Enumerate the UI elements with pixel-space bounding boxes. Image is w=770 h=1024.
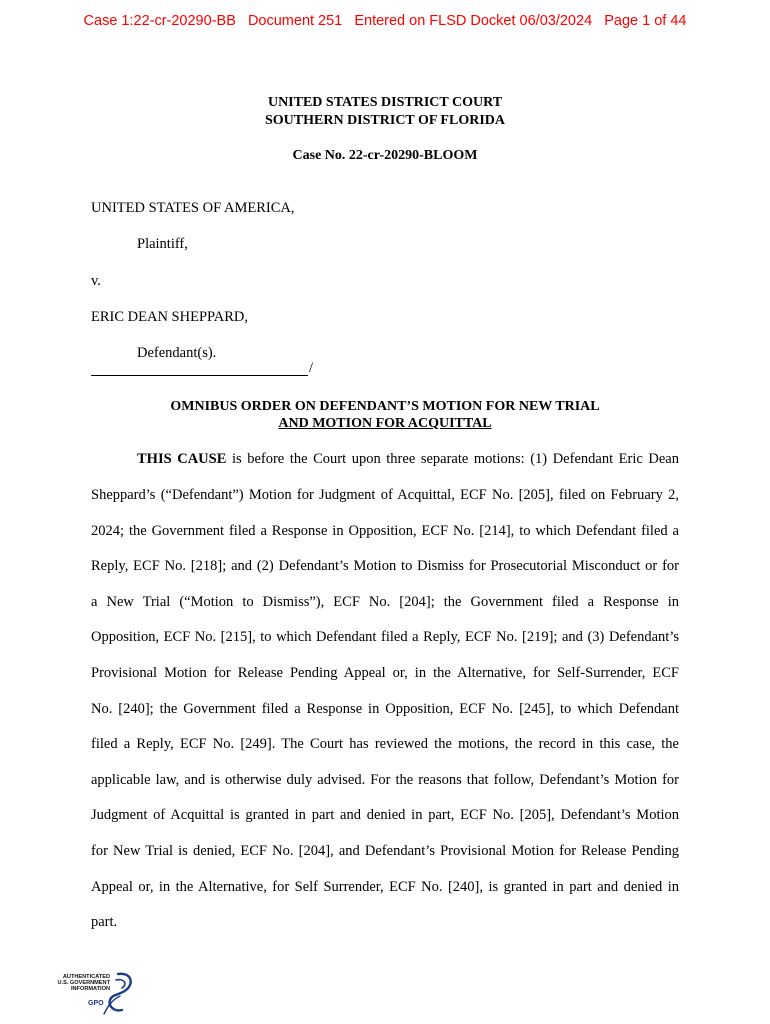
paragraph-line-1 (137, 451, 679, 468)
docket-header-stamp: Case 1:22-cr-20290-BB Document 251 Entered on FLSD Docket 06/03/2024 Page 1 of 44 (83, 13, 687, 29)
paragraph-line-13: Appeal or, in the Alternative, for Self Surrender, ECF No. [240], is granted in part and denied in (91, 878, 679, 895)
seal-line-information: INFORMATION (70, 986, 110, 993)
gpo-mark: GPO (88, 1000, 104, 1007)
paragraph-line-9: filed a Reply, ECF No. [249]. The Court has reviewed the motions, the record in this case, the (91, 736, 679, 753)
defendant-role: Defendant(s). (137, 345, 217, 361)
paragraph-line-14: part. (91, 914, 118, 931)
versus-label: v. (91, 273, 101, 289)
paragraph-line-5: a New Trial (“Motion to Dismiss”), ECF No. [204]; the Government filed a Response in (91, 593, 679, 610)
gpo-authentication-seal (44, 970, 134, 1016)
paragraph-line-12: for New Trial is denied, ECF No. [204], and Defendant’s Provisional Motion for Release Pending (91, 843, 679, 859)
plaintiff-name: UNITED STATES OF AMERICA, (91, 200, 295, 216)
court-name: UNITED STATES DISTRICT COURT (267, 95, 503, 110)
defendant-name: ERIC DEAN SHEPPARD, (91, 309, 248, 325)
plaintiff-role: Plaintiff, (137, 236, 188, 252)
court-district: SOUTHERN DISTRICT OF FLORIDA (265, 113, 505, 128)
case-number: Case No. 22-cr-20290-BLOOM (292, 148, 478, 163)
court-heading (0, 94, 770, 130)
paragraph-line-3: 2024; the Government filed a Response in Opposition, ECF No. [214], to which Defendant filed a (91, 522, 679, 539)
order-title-line2: AND MOTION FOR ACQUITTAL (278, 416, 492, 431)
paragraph-line-11: Judgment of Acquittal is granted in part and denied in part, ECF No. [205], Defendant’s Motion (91, 807, 679, 824)
seal-line-government: U.S. GOVERNMENT (57, 980, 110, 987)
paragraph-line-1-text: is before the Court upon three separate motions: (1) Defendant Eric Dean (226, 451, 679, 467)
paragraph-line-6: Opposition, ECF No. [215], to which Defendant filed a Reply, ECF No. [219]; and (3) Defendant’s (91, 629, 679, 646)
seal-line-authenticated: AUTHENTICATED (62, 974, 110, 980)
paragraph-line-4: Reply, ECF No. [218]; and (2) Defendant’s Motion to Dismiss for Prosecutorial Misconduct or for (91, 558, 679, 575)
caption-slash: / (309, 360, 314, 376)
caption-rule (91, 375, 308, 376)
order-title (0, 398, 770, 432)
paragraph-line-8: No. [240]; the Government filed a Response in Opposition, ECF No. [245], to which Defendant (91, 700, 679, 717)
eagle-swirl-icon (98, 970, 136, 1016)
paragraph-line-10: applicable law, and is otherwise duly advised. For the reasons that follow, Defendant’s Motion for (91, 771, 679, 788)
this-cause-lead: THIS CAUSE (137, 451, 227, 467)
paragraph-line-7: Provisional Motion for Release Pending Appeal or, in the Alternative, for Self-Surrender, ECF (91, 665, 679, 681)
order-title-line1: OMNIBUS ORDER ON DEFENDANT’S MOTION FOR NEW TRIAL (170, 399, 600, 414)
paragraph-line-2: Sheppard’s (“Defendant”) Motion for Judgment of Acquittal, ECF No. [205], filed on February 2, (91, 487, 679, 503)
